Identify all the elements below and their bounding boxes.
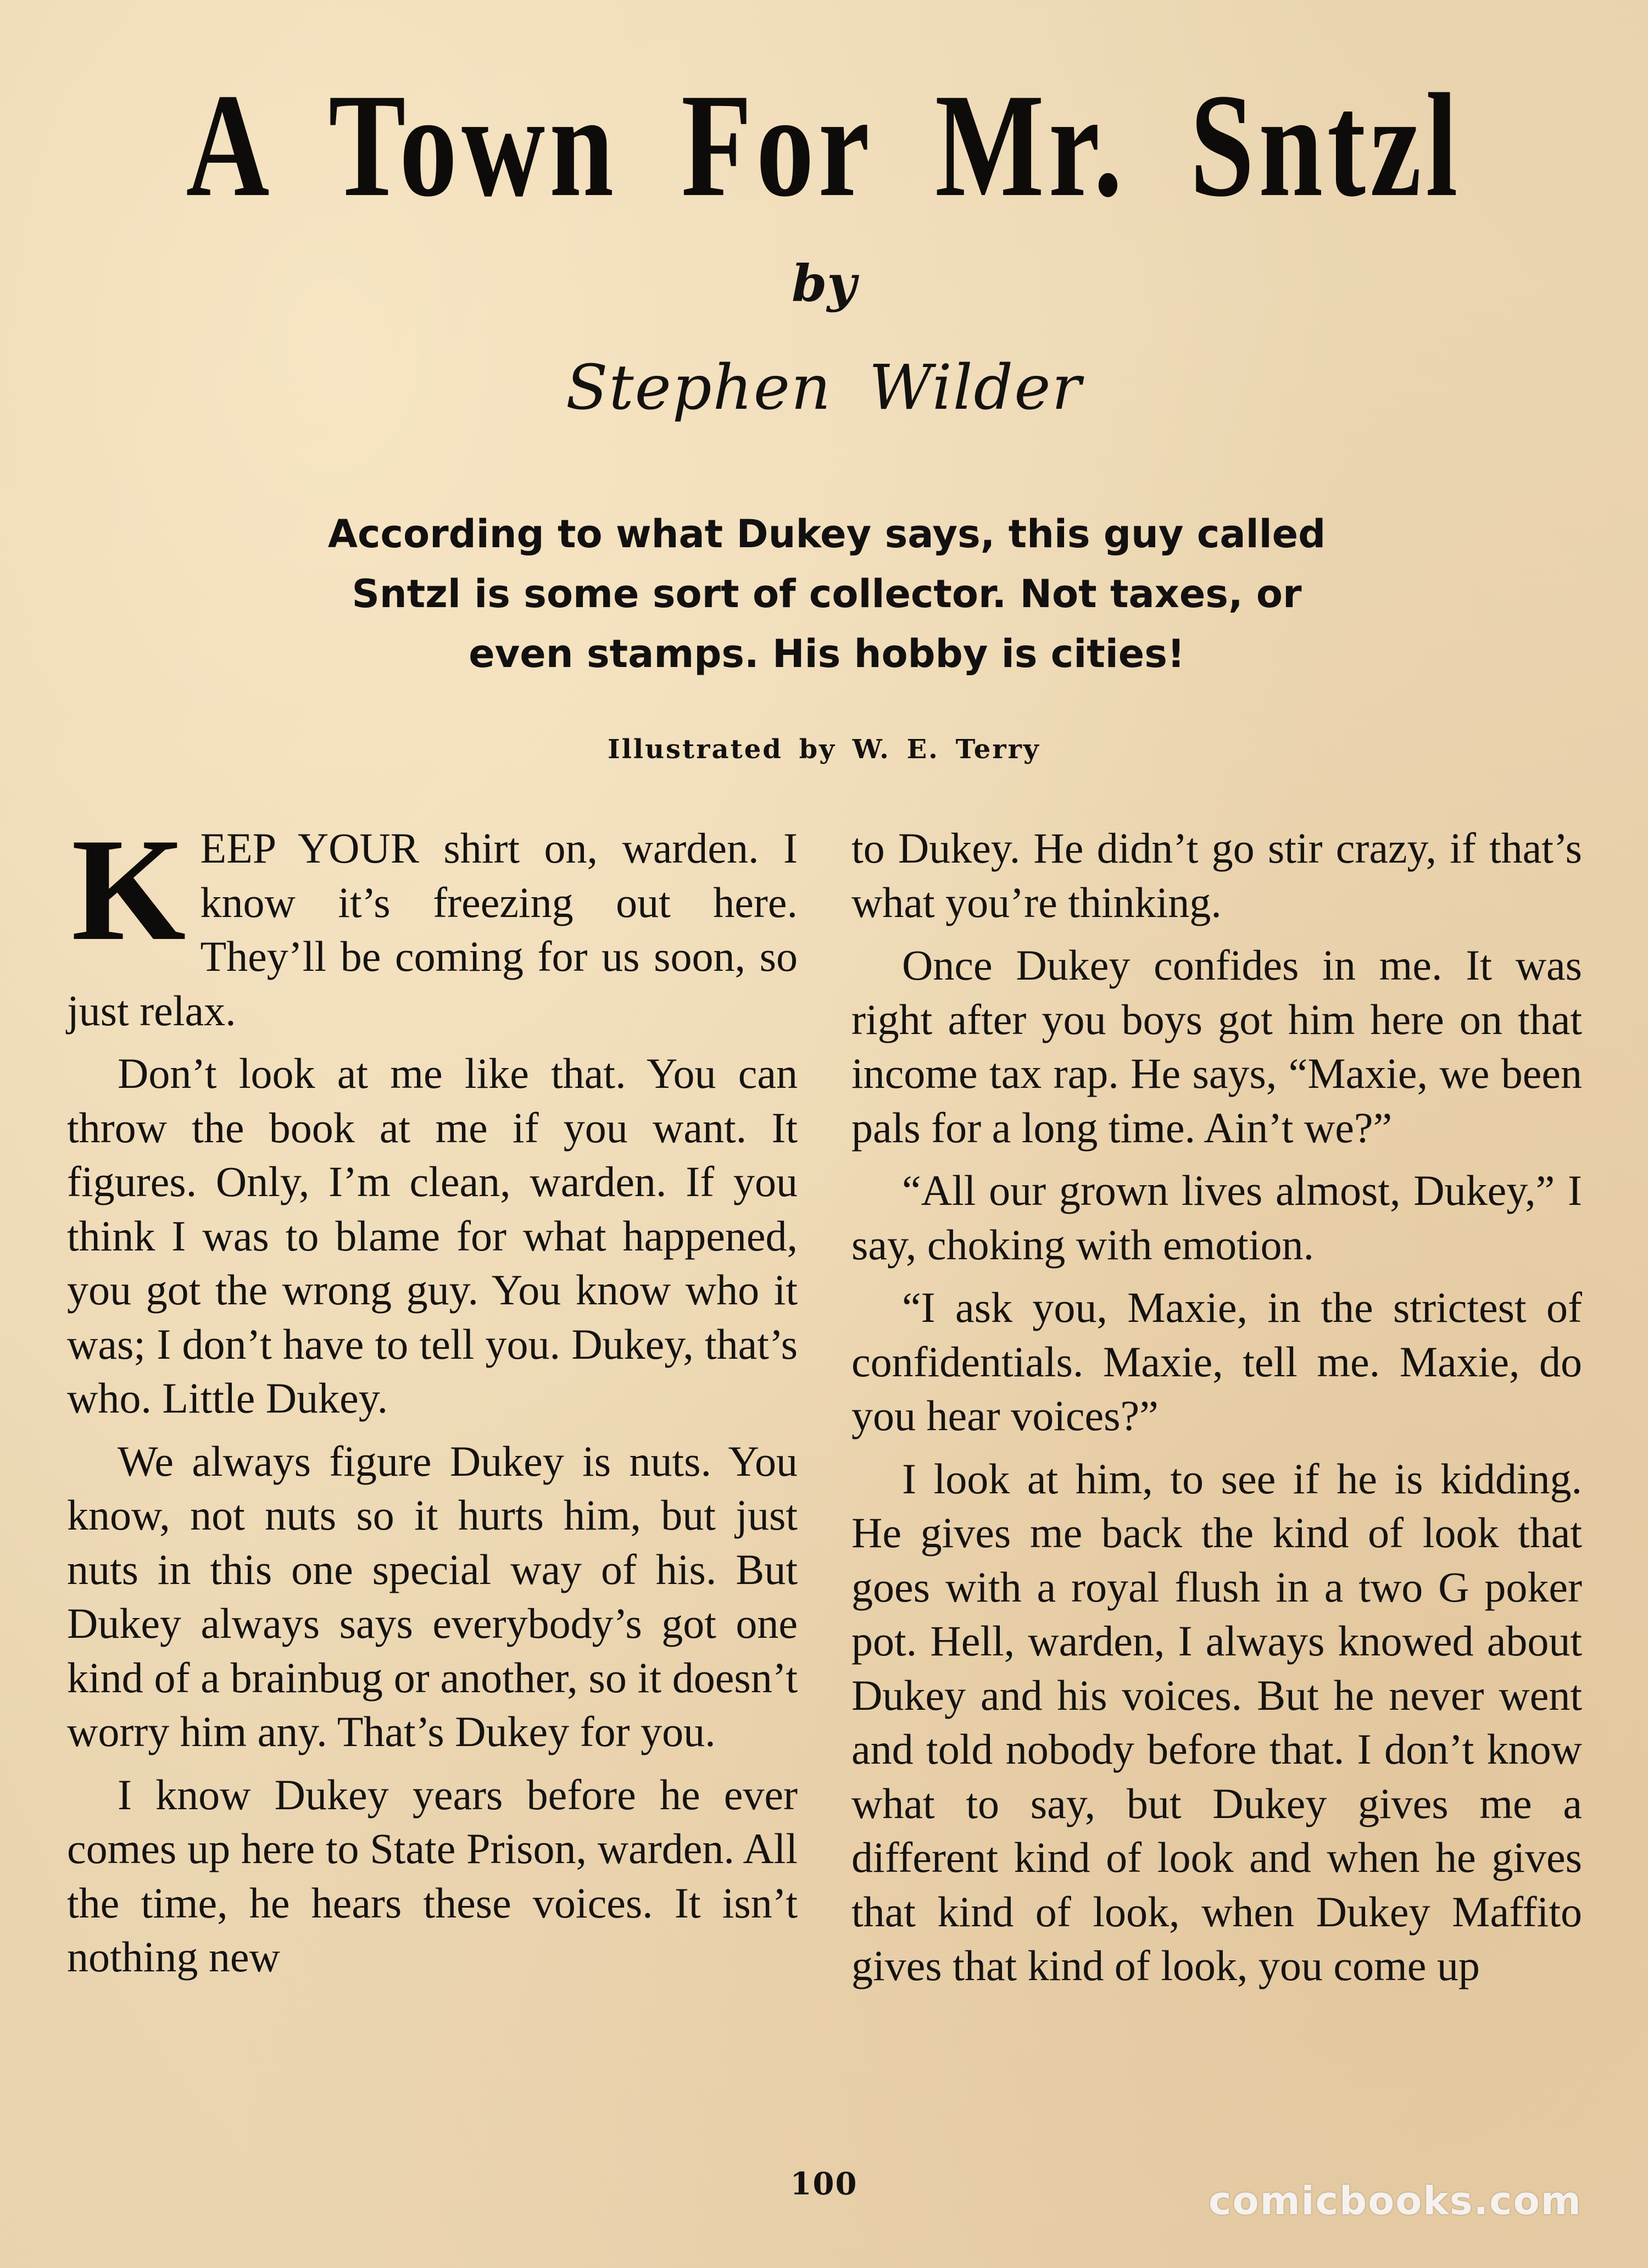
paragraph: Once Dukey confides in me. It was right after you boys got him here on that income tax rap. He says, “Maxie, we been pals for a long time. Ain’t we?” xyxy=(851,941,1582,1152)
byline-author: Stephen Wilder xyxy=(565,352,1083,424)
paragraph: to Dukey. He didn’t go stir crazy, if that’s what you’re thinking. xyxy=(851,824,1582,926)
story-blurb: According to what Dukey says, this guy called Sntzl is some sort of collector. Not taxes, or even stamps. His hobby is cities! xyxy=(327,512,1326,676)
drop-cap: K xyxy=(71,808,186,971)
paragraph: Don’t look at me like that. You can throw the book at me if you want. It figures. Only, I’m clean, warden. If you think I was to blame for what happened, you got the wrong guy. You know who it was; I don’t have to tell you. Dukey, that’s who. Little Dukey. xyxy=(67,1049,798,1422)
paragraph-text: EEP YOUR shirt on, warden. I know it’s freezing out here. They’ll be coming for us soon, so just relax. xyxy=(67,824,798,1035)
text-column-right xyxy=(851,821,1582,2002)
paragraph xyxy=(67,808,798,1038)
page-number: 100 xyxy=(790,2166,858,2202)
watermark: comicbooks.com xyxy=(1209,2178,1582,2223)
paragraph: “I ask you, Maxie, in the strictest of confidentials. Maxie, tell me. Maxie, do you hear voices?” xyxy=(851,1283,1582,1439)
paragraph: I look at him, to see if he is kidding. He gives me back the kind of look that goes with a royal flush in a two G poker pot. Hell, warden, I always knowed about Dukey and his voices. But he never went and told nobody before that. I don’t know what to say, but Dukey gives me a different kind of look and when he gives that kind of look, when Dukey Maffito gives that kind of look, you come up xyxy=(851,1454,1582,1989)
paragraph: “All our grown lives almost, Dukey,” I say, choking with emotion. xyxy=(851,1166,1582,1269)
story-title: A Town For Mr. Sntzl xyxy=(186,63,1462,227)
illustrator-credit: Illustrated by W. E. Terry xyxy=(608,734,1040,765)
byline-by: by xyxy=(792,254,856,313)
text-column-left xyxy=(67,808,798,1993)
paragraph: We always figure Dukey is nuts. You know, not nuts so it hurts him, but just nuts in this one special way of his. But Dukey always says everybody’s got one kind of a brainbug or another, so it doesn’t worry him any. That’s Dukey for you. xyxy=(67,1437,798,1755)
paragraph: I know Dukey years before he ever comes up here to State Prison, warden. All the time, he hears these voices. It isn’t nothing new xyxy=(67,1770,798,1981)
